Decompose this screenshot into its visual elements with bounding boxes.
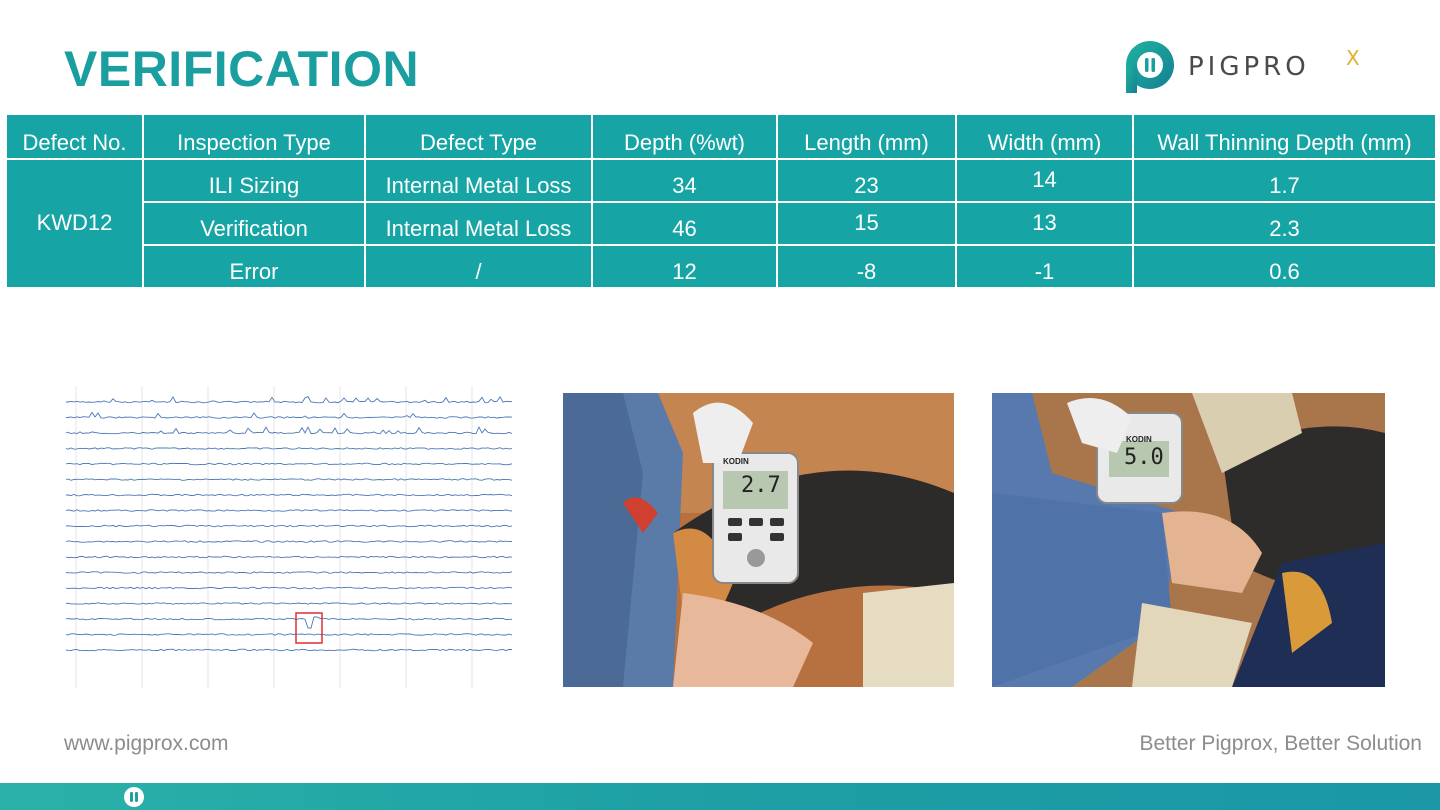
sensor-trace xyxy=(66,634,512,636)
field-photo-2 xyxy=(992,393,1385,687)
table-row xyxy=(6,245,1436,288)
photo-1-image xyxy=(563,393,954,687)
table-header-row xyxy=(6,114,1436,159)
inspection-type-cell: ILI Sizing xyxy=(143,159,365,202)
sensor-trace xyxy=(66,494,512,496)
header-defect-type: Defect Type xyxy=(365,114,592,159)
sensor-trace xyxy=(66,448,512,450)
gauge-reading-2: 5.0 xyxy=(1124,445,1164,470)
header-defect-no: Defect No. xyxy=(6,114,143,159)
depth-cell: 12 xyxy=(592,245,777,288)
header-width: Width (mm) xyxy=(956,114,1133,159)
length-cell: 15 xyxy=(777,202,956,245)
sensor-trace xyxy=(66,525,512,527)
depth-cell: 46 xyxy=(592,202,777,245)
logo-small-icon xyxy=(122,786,146,808)
logo-icon xyxy=(1120,38,1180,96)
sensor-trace xyxy=(66,510,512,512)
width-cell: 14 xyxy=(956,159,1133,202)
table-row xyxy=(6,202,1436,245)
inspection-type-cell: Error xyxy=(143,245,365,288)
header-length: Length (mm) xyxy=(777,114,956,159)
footer-slogan: Better Pigprox, Better Solution xyxy=(1139,732,1422,755)
inspection-type-cell: Verification xyxy=(143,202,365,245)
brand-logo xyxy=(1120,38,1380,96)
sensor-trace xyxy=(66,556,512,558)
sensor-trace xyxy=(66,603,512,605)
defect-table xyxy=(5,113,1437,289)
footer-website: www.pigprox.com xyxy=(64,732,229,755)
width-cell: 13 xyxy=(956,202,1133,245)
signal-traces xyxy=(62,386,538,688)
sensor-trace xyxy=(66,427,512,434)
gauge-brand-2: KODIN xyxy=(1126,435,1152,444)
defect-number-cell: KWD12 xyxy=(6,159,143,288)
sensor-trace xyxy=(66,649,512,651)
wall-thinning-cell: 0.6 xyxy=(1133,245,1436,288)
wall-thinning-cell: 2.3 xyxy=(1133,202,1436,245)
sensor-trace xyxy=(66,617,512,628)
logo-x-mark: X xyxy=(1346,46,1360,70)
defect-type-cell: / xyxy=(365,245,592,288)
photo-2-image xyxy=(992,393,1385,687)
wall-thinning-cell: 1.7 xyxy=(1133,159,1436,202)
header-wall-thinning: Wall Thinning Depth (mm) xyxy=(1133,114,1436,159)
sensor-trace xyxy=(66,413,512,419)
sensor-trace xyxy=(66,541,512,543)
defect-type-cell: Internal Metal Loss xyxy=(365,159,592,202)
length-cell: -8 xyxy=(777,245,956,288)
width-cell: -1 xyxy=(956,245,1133,288)
length-cell: 23 xyxy=(777,159,956,202)
sensor-trace xyxy=(66,587,512,589)
gauge-brand-1: KODIN xyxy=(723,457,749,466)
header-inspection-type: Inspection Type xyxy=(143,114,365,159)
table-row xyxy=(6,159,1436,202)
sensor-trace xyxy=(66,397,512,403)
ili-signal-chart xyxy=(62,386,538,688)
defect-type-cell: Internal Metal Loss xyxy=(365,202,592,245)
field-photo-1 xyxy=(563,393,954,687)
sensor-trace xyxy=(66,479,512,481)
header-depth: Depth (%wt) xyxy=(592,114,777,159)
bottom-bar xyxy=(0,783,1440,810)
gauge-reading-1: 2.7 xyxy=(741,473,781,498)
depth-cell: 34 xyxy=(592,159,777,202)
logo-wordmark: PIGPRO xyxy=(1188,52,1310,82)
sensor-trace xyxy=(66,463,512,465)
sensor-trace xyxy=(66,572,512,574)
page-title: VERIFICATION xyxy=(64,41,420,97)
